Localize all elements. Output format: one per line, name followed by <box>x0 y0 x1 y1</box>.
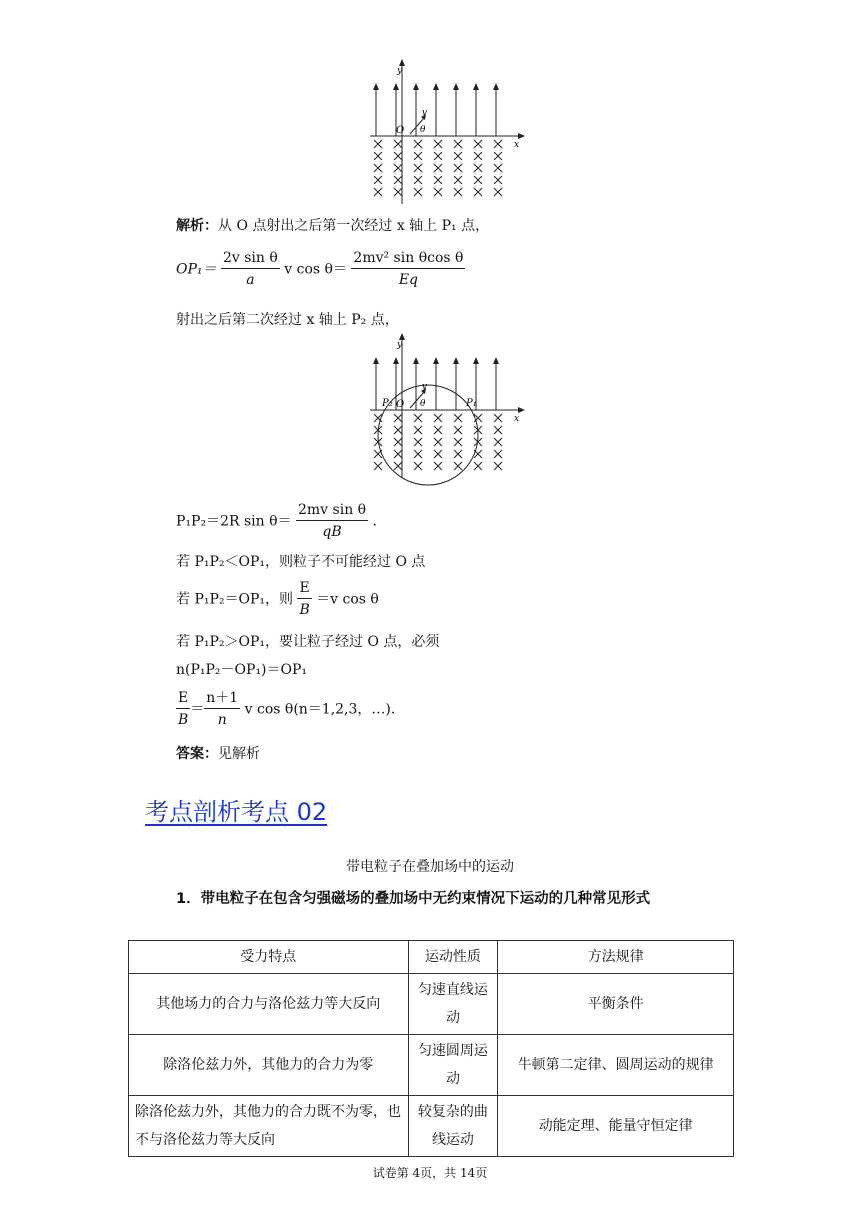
cross-mark-icon <box>454 426 462 434</box>
table-row <box>129 974 734 1035</box>
cross-mark-icon <box>454 438 462 446</box>
answer-label: 答案： <box>176 746 218 762</box>
field-arrow-icon <box>393 83 399 90</box>
case-2-line <box>176 578 379 621</box>
table-cell: 除洛伦兹力外，其他力的合力为零 <box>129 1035 409 1096</box>
cross-mark-icon <box>374 164 382 172</box>
analysis-label: 解析： <box>176 218 218 234</box>
eq1-mid: v cos θ＝ <box>284 261 347 278</box>
cross-mark-icon <box>394 176 402 184</box>
table-header-cell: 运动性质 <box>408 941 498 974</box>
field-arrow-icon <box>493 357 499 364</box>
analysis-line <box>176 216 489 236</box>
eq4-fraction-2: $\frac{n+1}{n}$ <box>206 690 239 728</box>
cross-mark-icon <box>474 188 482 196</box>
cross-mark-icon <box>474 164 482 172</box>
equation-e-over-b <box>176 688 395 731</box>
field-arrow-icon <box>453 83 459 90</box>
cross-mark-icon <box>494 438 502 446</box>
cross-mark-icon <box>434 164 442 172</box>
table-cell: 较复杂的曲线运动 <box>408 1096 498 1157</box>
cross-mark-icon <box>434 414 442 422</box>
page-footer: 试卷第 4页，共 14页 <box>372 1166 488 1180</box>
analysis-text: 从 O 点射出之后第一次经过 x 轴上 P₁ 点， <box>218 218 490 234</box>
table-header-cell: 受力特点 <box>129 941 409 974</box>
cross-mark-icon <box>454 176 462 184</box>
cross-mark-icon <box>414 462 422 470</box>
cross-mark-icon <box>374 188 382 196</box>
case-3-line: 若 P₁P₂＞OP₁，要让粒子经过 O 点，必须 <box>176 634 440 650</box>
cross-mark-icon <box>434 176 442 184</box>
cross-mark-icon <box>374 152 382 160</box>
table-cell: 动能定理、能量守恒定律 <box>498 1096 734 1157</box>
cross-mark-icon <box>414 426 422 434</box>
cross-mark-icon <box>414 188 422 196</box>
cross-mark-icon <box>454 414 462 422</box>
eq4-fraction-1: $\frac{E}{B}$ <box>177 690 189 728</box>
table-header-cell: 方法规律 <box>498 941 734 974</box>
motion-forms-table <box>128 940 734 1157</box>
eq4-equals: ＝ <box>190 701 205 718</box>
table-cell: 平衡条件 <box>498 974 734 1035</box>
x-label: x <box>514 140 520 150</box>
field-arrow-icon <box>413 357 419 364</box>
cross-mark-icon <box>494 164 502 172</box>
cross-mark-icon <box>394 188 402 196</box>
trajectory-circle <box>378 385 478 485</box>
field-arrow-icon <box>453 357 459 364</box>
figure-field-diagram-1 <box>362 56 532 206</box>
table-cell: 牛顿第二定律、圆周运动的规律 <box>498 1035 734 1096</box>
field-arrow-icon <box>373 357 379 364</box>
cross-mark-icon <box>414 164 422 172</box>
origin-label: O <box>396 399 405 410</box>
magnetic-field-crosses <box>374 414 502 470</box>
cross-mark-icon <box>454 462 462 470</box>
case2-post: ＝v cos θ <box>316 591 379 608</box>
figure-field-diagram-2 <box>362 330 532 495</box>
table-cell: 除洛伦兹力外，其他力的合力既不为零，也不与洛伦兹力等大反向 <box>129 1096 409 1157</box>
x-axis-arrow-icon <box>518 407 525 413</box>
cross-mark-icon <box>394 450 402 458</box>
table-cell: 其他场力的合力与洛伦兹力等大反向 <box>129 974 409 1035</box>
magnetic-field-crosses <box>374 140 502 196</box>
cross-mark-icon <box>374 462 382 470</box>
p1-label: P₁ <box>466 398 477 409</box>
cross-mark-icon <box>434 426 442 434</box>
cross-mark-icon <box>454 140 462 148</box>
cross-mark-icon <box>394 164 402 172</box>
field-arrow-icon <box>493 83 499 90</box>
cross-mark-icon <box>434 438 442 446</box>
table-row <box>129 1035 734 1096</box>
cross-mark-icon <box>494 152 502 160</box>
field-arrow-icon <box>473 83 479 90</box>
eq1-fraction-1: $\frac{\text{2v sin θ}}{a}$ <box>222 250 278 288</box>
field-diagram-1-svg <box>362 56 532 206</box>
field-arrow-icon <box>393 357 399 364</box>
eq4-tail: v cos θ(n＝1,2,3，…). <box>244 701 396 718</box>
case-1-line: 若 P₁P₂＜OP₁，则粒子不可能经过 O 点 <box>176 554 426 570</box>
table-cell: 匀速直线运动 <box>408 974 498 1035</box>
theta-label: θ <box>420 125 426 135</box>
point-1-title: 1．带电粒子在包含匀强磁场的叠加场中无约束情况下运动的几种常见形式 <box>176 891 651 907</box>
x-axis-arrow-icon <box>518 133 525 139</box>
cross-mark-icon <box>474 462 482 470</box>
table-row <box>129 1096 734 1157</box>
cross-mark-icon <box>494 450 502 458</box>
case2-fraction: $\frac{E}{B}$ <box>299 580 310 618</box>
cross-mark-icon <box>434 450 442 458</box>
cross-mark-icon <box>374 140 382 148</box>
origin-label: O <box>396 125 405 136</box>
cross-mark-icon <box>494 462 502 470</box>
table-cell: 匀速圆周运动 <box>408 1035 498 1096</box>
cross-mark-icon <box>414 438 422 446</box>
answer-line <box>176 744 260 764</box>
cross-mark-icon <box>494 140 502 148</box>
cross-mark-icon <box>434 152 442 160</box>
eq1-fraction-2: $\frac{\text{2mv² sin θcos θ}}{Eq}$ <box>353 250 464 288</box>
cross-mark-icon <box>494 188 502 196</box>
case2-pre: 若 P₁P₂＝OP₁，则 <box>176 591 294 608</box>
field-arrow-icon <box>433 83 439 90</box>
field-arrow-icon <box>373 83 379 90</box>
electric-field-lines <box>373 83 499 136</box>
answer-text: 见解析 <box>218 746 260 762</box>
velocity-label: v <box>422 108 428 118</box>
cross-mark-icon <box>474 152 482 160</box>
field-diagram-2-svg <box>362 330 532 495</box>
eq1-lhs: OP₁＝ <box>176 261 217 278</box>
field-arrow-icon <box>433 357 439 364</box>
field-arrow-icon <box>413 83 419 90</box>
cross-mark-icon <box>414 152 422 160</box>
cross-mark-icon <box>394 140 402 148</box>
second-pass-line: 射出之后第二次经过 x 轴上 P₂ 点， <box>176 312 399 328</box>
cross-mark-icon <box>454 450 462 458</box>
cross-mark-icon <box>414 414 422 422</box>
cross-mark-icon <box>374 176 382 184</box>
p2-label: P₂ <box>382 398 393 409</box>
velocity-label: v <box>422 382 428 392</box>
cross-mark-icon <box>434 462 442 470</box>
cross-mark-icon <box>474 176 482 184</box>
cross-mark-icon <box>414 450 422 458</box>
eq2-tail: . <box>372 513 377 530</box>
y-label: y <box>397 66 403 76</box>
equation-op1 <box>176 248 465 291</box>
cross-mark-icon <box>454 188 462 196</box>
cross-mark-icon <box>474 140 482 148</box>
table-header-row <box>129 941 734 974</box>
cross-mark-icon <box>394 462 402 470</box>
cross-mark-icon <box>494 176 502 184</box>
y-axis-arrow-icon <box>399 333 405 340</box>
cross-mark-icon <box>454 164 462 172</box>
section-subtitle: 带电粒子在叠加场中的运动 <box>346 859 514 875</box>
y-label: y <box>397 340 403 350</box>
cross-mark-icon <box>434 188 442 196</box>
cross-mark-icon <box>494 414 502 422</box>
theta-label: θ <box>420 399 426 409</box>
cross-mark-icon <box>494 426 502 434</box>
cross-mark-icon <box>414 140 422 148</box>
cross-mark-icon <box>394 152 402 160</box>
cross-mark-icon <box>414 176 422 184</box>
cross-mark-icon <box>434 140 442 148</box>
eq2-fraction: $\frac{\text{2mv sin θ}}{qB}$ <box>297 502 367 540</box>
cross-mark-icon <box>394 438 402 446</box>
field-arrow-icon <box>473 357 479 364</box>
cross-mark-icon <box>394 414 402 422</box>
equation-n: n(P₁P₂－OP₁)＝OP₁ <box>176 662 308 678</box>
cross-mark-icon <box>394 426 402 434</box>
y-axis-arrow-icon <box>399 59 405 66</box>
x-label: x <box>514 414 520 424</box>
eq2-lhs: P₁P₂＝2R sin θ＝ <box>176 513 292 530</box>
cross-mark-icon <box>454 152 462 160</box>
section-heading-link[interactable]: 考点剖析考点 02 <box>145 798 328 826</box>
equation-p1p2 <box>176 500 377 543</box>
